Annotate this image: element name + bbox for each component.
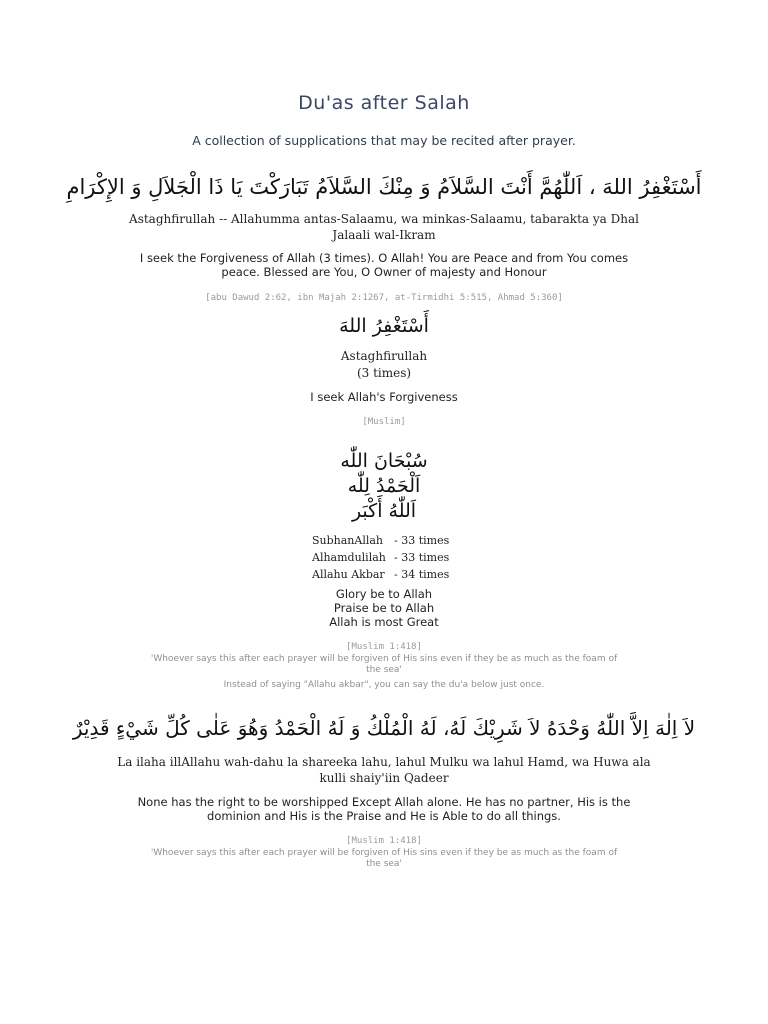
dua1-translit-line1: Astaghfirullah -- Allahumma antas-Salaamu, wa minkas-Salaamu, tabarakta ya Dhal [129, 212, 639, 226]
dua4-meaning-line2: dominion and His is the Praise and He is Able to do all things. [207, 809, 561, 823]
dua3-meaning-line1: Glory be to Allah [335, 587, 433, 601]
dua2-arabic: أَسْتَغْفِرُ اللهَ [339, 315, 429, 337]
dua1-meaning-line2: peace. Blessed are You, O Owner of majesty and Honour [221, 265, 547, 279]
dua4-reference: [Muslim 1:418] [346, 836, 422, 846]
dhikr-count: - 33 times [394, 551, 450, 564]
dua3-meaning-line3: Allah is most Great [329, 615, 439, 629]
dua3-meaning-line2: Praise be to Allah [333, 601, 435, 615]
dua3-arabic-allahu-akbar: اَللّٰهُ أَكْبَر [351, 500, 417, 522]
dua3-arabic-subhanallah: سُبْحَانَ اللّٰه [340, 450, 428, 472]
dua1-reference: [abu Dawud 2:62, ibn Majah 2:1267, at-Tirmidhi 5:515, Ahmad 5:360] [205, 293, 563, 303]
dhikr-name: SubhanAllah [312, 534, 384, 547]
dhikr-count-list [312, 532, 472, 583]
dua1-meaning-line1: I seek the Forgiveness of Allah (3 times). O Allah! You are Peace and from You comes [139, 251, 629, 265]
dua2-translit: Astaghfirullah [340, 349, 428, 363]
dua2-meaning: I seek Allah's Forgiveness [310, 390, 458, 404]
dua4-note-line2: the sea' [366, 859, 402, 869]
dhikr-count: - 34 times [394, 568, 450, 581]
dua1-arabic: أَسْتَغْفِرُ اللهَ ، اَللّٰهُمَّ أَنْتَ السَّلاَمُ وَ مِنْكَ السَّلاَمُ تَبَارَكْتَ يَا ذَا الْجَلاَلِ وَ الإِكْرَامِ [66, 175, 702, 199]
dua3-note-line1: 'Whoever says this after each prayer will be forgiven of His sins even if they be as much as the foam of [150, 654, 618, 664]
dua4-arabic: لاَ اِلٰهَ اِلاَّ اللّٰهُ وَحْدَهُ لاَ شَرِيْكَ لَهُ، لَهُ الْمُلْكُ وَ لَهُ الْحَمْدُ وَهُوَ عَلٰى كُلِّ شَيْءٍ قَدِيْرٌ [72, 716, 696, 740]
dhikr-name: Allahu Akbar [312, 568, 385, 581]
page-title: Du'as after Salah [298, 92, 470, 114]
dhikr-count: - 33 times [394, 534, 450, 547]
page-subtitle: A collection of supplications that may be recited after prayer. [192, 133, 576, 148]
dhikr-row [312, 549, 472, 566]
dua2-reference: [Muslim] [362, 417, 406, 427]
dua3-note-line2: the sea' [366, 665, 402, 675]
dua4-translit-line2: kulli shaiy'iin Qadeer [319, 771, 449, 785]
dhikr-row [312, 566, 472, 583]
dua4-note-line1: 'Whoever says this after each prayer will be forgiven of His sins even if they be as much as the foam of [150, 848, 618, 858]
dua3-instead-note: Instead of saying "Allahu akbar", you can say the du'a below just once. [223, 680, 545, 690]
dua3-arabic-alhamdulillah: اَلْحَمْدُ لِلّٰه [347, 475, 421, 497]
dua2-times: (3 times) [356, 366, 412, 380]
dhikr-name: Alhamdulilah [312, 551, 386, 564]
dua3-reference: [Muslim 1:418] [346, 642, 422, 652]
dua4-meaning-line1: None has the right to be worshipped Except Allah alone. He has no partner, His is the [137, 795, 631, 809]
dua1-translit-line2: Jalaali wal-Ikram [332, 228, 436, 242]
dua4-translit-line1: La ilaha illAllahu wah-dahu la shareeka lahu, lahul Mulku wa lahul Hamd, wa Huwa ala [117, 755, 651, 769]
dhikr-row [312, 532, 472, 549]
